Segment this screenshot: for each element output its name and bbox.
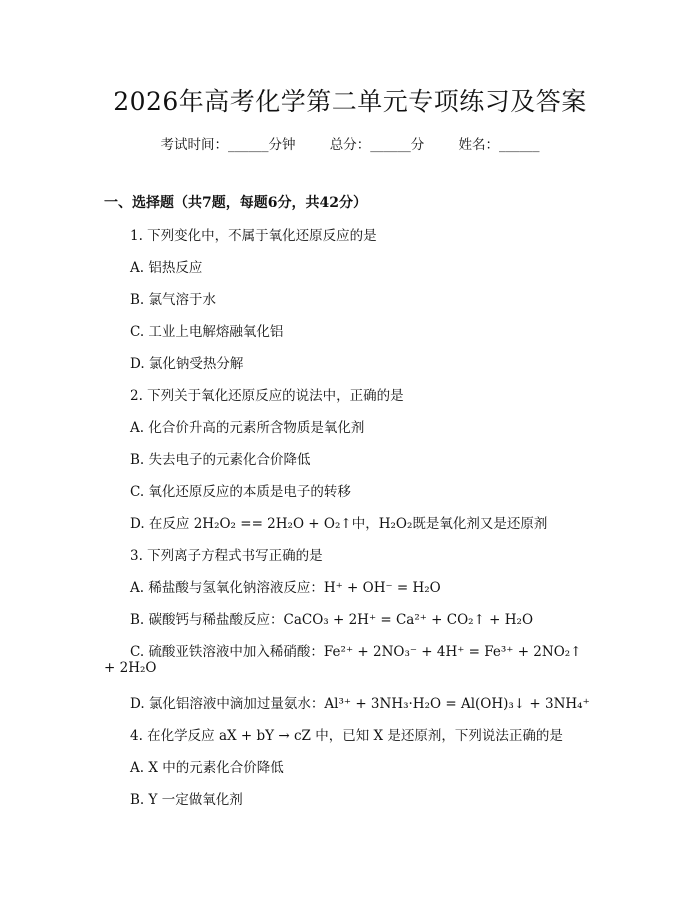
option-2d: D. 在反应 2H₂O₂ == 2H₂O + O₂↑中，H₂O₂既是氧化剂又是还原剂: [130, 516, 548, 532]
option-1d: D. 氯化钠受热分解: [130, 356, 244, 372]
option-1b: B. 氯气溶于水: [130, 292, 217, 308]
option-3d: D. 氯化铝溶液中滴加过量氨水：Al³⁺ + 3NH₃·H₂O = Al(OH)₃↓ + 3NH₄⁺: [130, 696, 590, 712]
option-3b: B. 碳酸钙与稀盐酸反应：CaCO₃ + 2H⁺ = Ca²⁺ + CO₂↑ + H₂O: [130, 612, 534, 628]
question-3: 3. 下列离子方程式书写正确的是: [130, 548, 323, 564]
option-3c: C. 硫酸亚铁溶液中加入稀硝酸：Fe²⁺ + 2NO₃⁻ + 4H⁺ = Fe³⁺ + 2NO₂↑: [130, 644, 582, 660]
option-2b: B. 失去电子的元素化合价降低: [130, 452, 311, 468]
question-1: 1. 下列变化中，不属于氧化还原反应的是: [130, 228, 377, 244]
exam-time: 考试时间：______分钟: [160, 137, 296, 153]
option-4a: A. X 中的元素化合价降低: [130, 760, 284, 776]
option-1c: C. 工业上电解熔融氧化铝: [130, 324, 284, 340]
section-heading: 一、选择题（共7题，每题6分，共42分）: [104, 195, 367, 211]
option-3c-continued: + 2H₂O: [104, 660, 157, 676]
page-title: 2026年高考化学第二单元专项练习及答案: [113, 87, 587, 116]
student-name: 姓名：______: [458, 137, 540, 153]
option-2c: C. 氧化还原反应的本质是电子的转移: [130, 484, 351, 500]
option-3a: A. 稀盐酸与氢氧化钠溶液反应：H⁺ + OH⁻ = H₂O: [130, 580, 441, 596]
option-1a: A. 铝热反应: [130, 260, 203, 276]
option-4b: B. Y 一定做氧化剂: [130, 792, 243, 808]
question-4: 4. 在化学反应 aX + bY → cZ 中，已知 X 是还原剂，下列说法正确的是: [130, 728, 563, 744]
question-2: 2. 下列关于氧化还原反应的说法中，正确的是: [130, 388, 404, 404]
exam-meta: [0, 133, 700, 153]
exam-score: 总分：______分: [329, 137, 425, 153]
option-2a: A. 化合价升高的元素所含物质是氧化剂: [130, 420, 365, 436]
